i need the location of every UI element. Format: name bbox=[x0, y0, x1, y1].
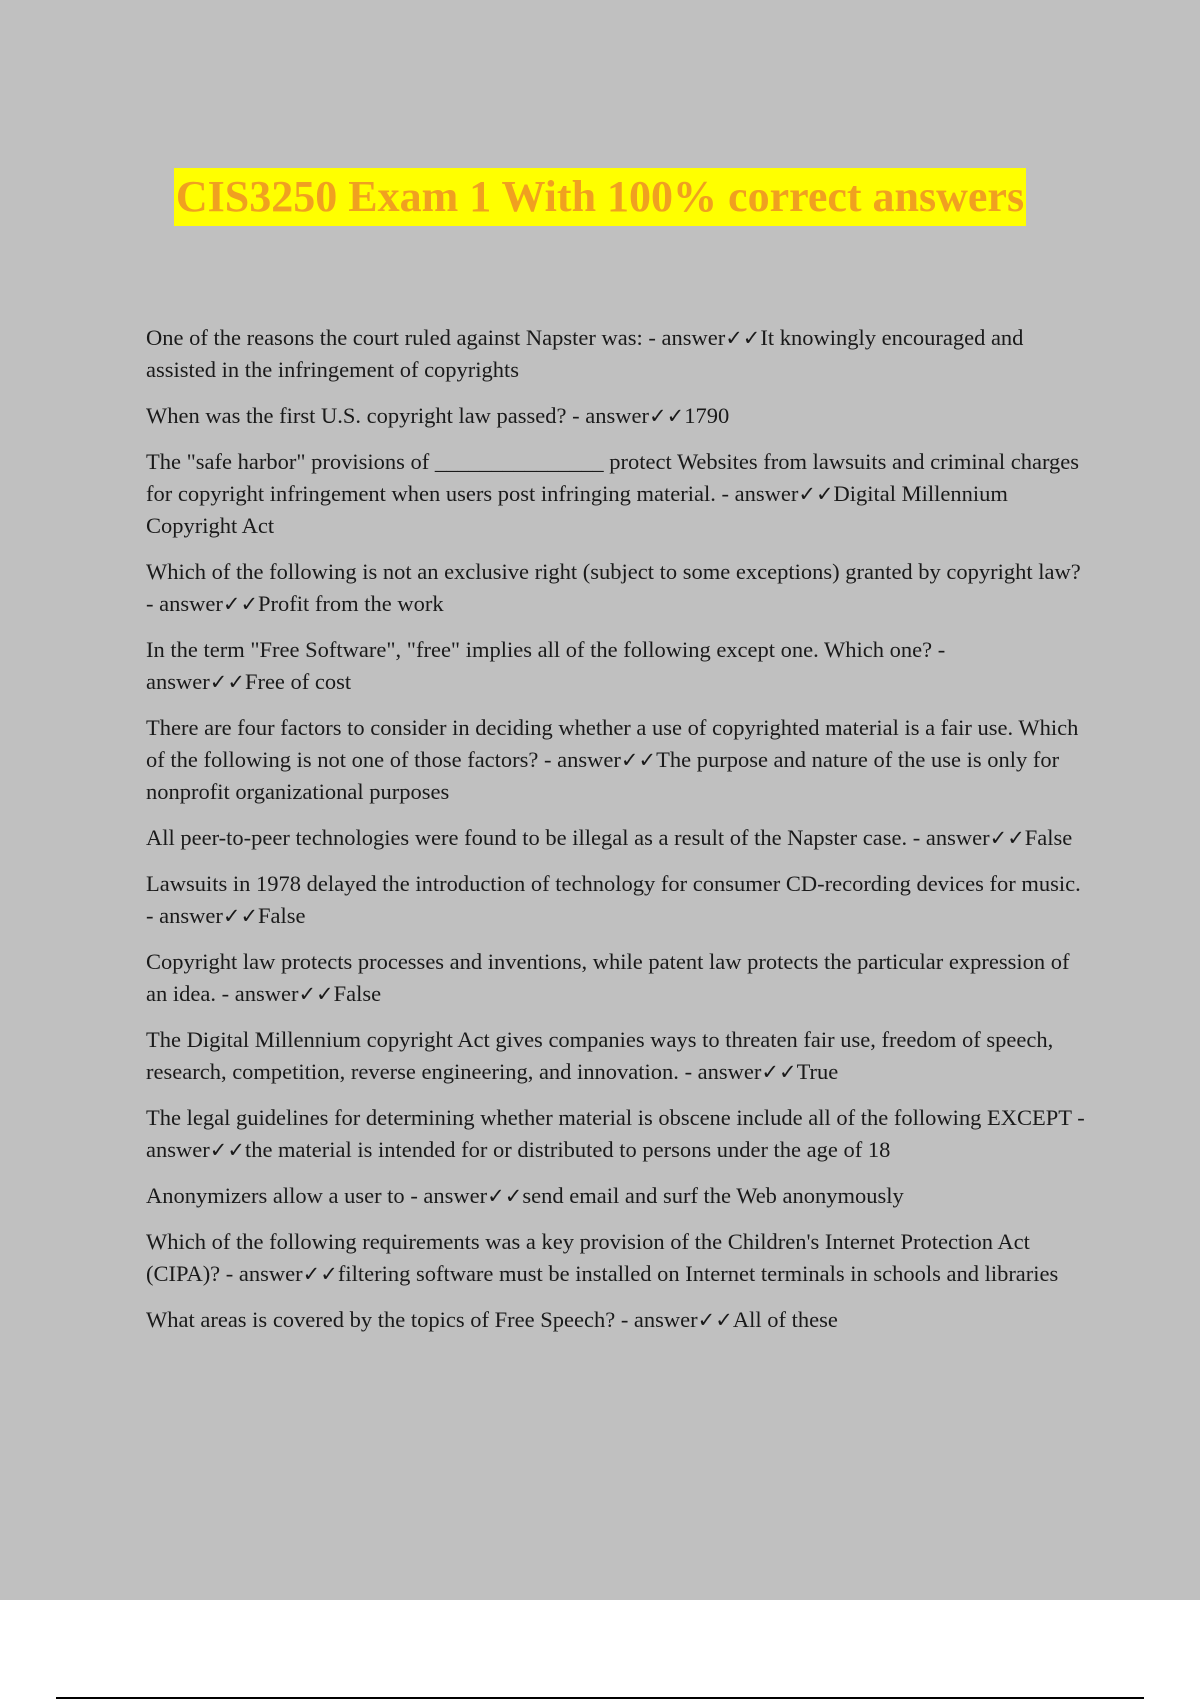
answer-text: send email and surf the Web anonymously bbox=[522, 1183, 904, 1208]
qa-item bbox=[146, 712, 1086, 808]
document-title: CIS3250 Exam 1 With 100% correct answers bbox=[174, 168, 1026, 226]
answer-separator: - answer bbox=[538, 747, 621, 772]
answer-text: 1790 bbox=[684, 403, 730, 428]
answer-separator: - answer bbox=[215, 981, 299, 1006]
answer-text: Digital Millennium Copyright Act bbox=[146, 481, 1008, 538]
question-text: There are four factors to consider in deciding whether a use of copyrighted material is a fair use. Which of the following is not one of those factors? bbox=[146, 715, 1079, 772]
check-icon: ✓✓ bbox=[209, 670, 245, 694]
answer-separator: - answer bbox=[678, 1059, 762, 1084]
answer-separator: - answer bbox=[146, 637, 946, 694]
qa-item bbox=[146, 1024, 1086, 1088]
answer-text: True bbox=[796, 1059, 839, 1084]
answer-text: the material is intended for or distributed to persons under the age of 18 bbox=[244, 1137, 891, 1162]
answer-text: False bbox=[258, 903, 306, 928]
check-icon: ✓✓ bbox=[989, 826, 1025, 850]
answer-separator: - answer bbox=[220, 1261, 303, 1286]
answer-text: filtering software must be installed on Internet terminals in schools and libraries bbox=[337, 1261, 1059, 1286]
answer-text: All of these bbox=[732, 1307, 838, 1332]
question-text: In the term "Free Software", "free" implies all of the following except one. Which one? bbox=[146, 637, 933, 662]
question-text: The "safe harbor" provisions of _______________ protect Websites from lawsuits and criminal charges for copyright infringement when users post infringing material. bbox=[146, 449, 1080, 506]
check-icon: ✓✓ bbox=[761, 1060, 797, 1084]
check-icon: ✓✓ bbox=[302, 1262, 338, 1286]
qa-item bbox=[146, 1180, 1086, 1212]
check-icon: ✓✓ bbox=[798, 482, 834, 506]
question-text: When was the first U.S. copyright law passed? bbox=[146, 403, 567, 428]
answer-text: The purpose and nature of the use is only for nonprofit organizational purposes bbox=[146, 747, 1060, 804]
question-text: Which of the following requirements was a key provision of the Children's Internet Protection Act (CIPA)? bbox=[146, 1229, 1030, 1286]
check-icon: ✓✓ bbox=[209, 1138, 245, 1162]
footer-divider bbox=[56, 1697, 1144, 1699]
question-text: One of the reasons the court ruled against Napster was: bbox=[146, 325, 643, 350]
check-icon: ✓✓ bbox=[649, 404, 685, 428]
question-text: The legal guidelines for determining whether material is obscene include all of the following EXCEPT bbox=[146, 1105, 1072, 1130]
qa-item bbox=[146, 400, 1086, 432]
qa-item bbox=[146, 1102, 1086, 1166]
qa-item bbox=[146, 946, 1086, 1010]
qa-item bbox=[146, 1304, 1086, 1336]
answer-separator: - answer bbox=[566, 403, 649, 428]
answer-text: It knowingly encouraged and assisted in the infringement of copyrights bbox=[146, 325, 1024, 382]
question-text: Copyright law protects processes and inventions, while patent law protects the particular expression of an idea. bbox=[146, 949, 1070, 1006]
qa-list bbox=[146, 322, 1086, 1350]
answer-separator: - answer bbox=[715, 481, 799, 506]
question-text: Anonymizers allow a user to bbox=[146, 1183, 405, 1208]
question-text: All peer-to-peer technologies were found to be illegal as a result of the Napster case. bbox=[146, 825, 908, 850]
check-icon: ✓✓ bbox=[298, 982, 334, 1006]
check-icon: ✓✓ bbox=[487, 1184, 523, 1208]
qa-item bbox=[146, 634, 1086, 698]
question-text: The Digital Millennium copyright Act gives companies ways to threaten fair use, freedom of speech, research, competition, reverse engineering, and innovation. bbox=[146, 1027, 1054, 1084]
answer-separator: - answer bbox=[146, 591, 223, 616]
title-container bbox=[0, 168, 1200, 226]
answer-separator: - answer bbox=[907, 825, 990, 850]
answer-separator: - answer bbox=[146, 1105, 1085, 1162]
qa-item bbox=[146, 822, 1086, 854]
answer-text: Profit from the work bbox=[258, 591, 444, 616]
qa-item bbox=[146, 322, 1086, 386]
question-text: What areas is covered by the topics of Free Speech? bbox=[146, 1307, 616, 1332]
answer-separator: - answer bbox=[146, 903, 223, 928]
question-text: Lawsuits in 1978 delayed the introduction of technology for consumer CD-recording devices for music. bbox=[146, 871, 1081, 896]
qa-item bbox=[146, 868, 1086, 932]
qa-item bbox=[146, 556, 1086, 620]
answer-separator: - answer bbox=[642, 325, 726, 350]
answer-text: False bbox=[333, 981, 382, 1006]
check-icon: ✓✓ bbox=[697, 1308, 733, 1332]
answer-text: Free of cost bbox=[244, 669, 352, 694]
answer-separator: - answer bbox=[615, 1307, 698, 1332]
answer-text: False bbox=[1024, 825, 1073, 850]
check-icon: ✓✓ bbox=[725, 326, 761, 350]
qa-item bbox=[146, 1226, 1086, 1290]
qa-item bbox=[146, 446, 1086, 542]
answer-separator: - answer bbox=[404, 1183, 488, 1208]
check-icon: ✓✓ bbox=[222, 904, 259, 928]
check-icon: ✓✓ bbox=[222, 592, 259, 616]
check-icon: ✓✓ bbox=[620, 748, 657, 772]
question-text: Which of the following is not an exclusive right (subject to some exceptions) granted by copyright law? bbox=[146, 559, 1081, 584]
